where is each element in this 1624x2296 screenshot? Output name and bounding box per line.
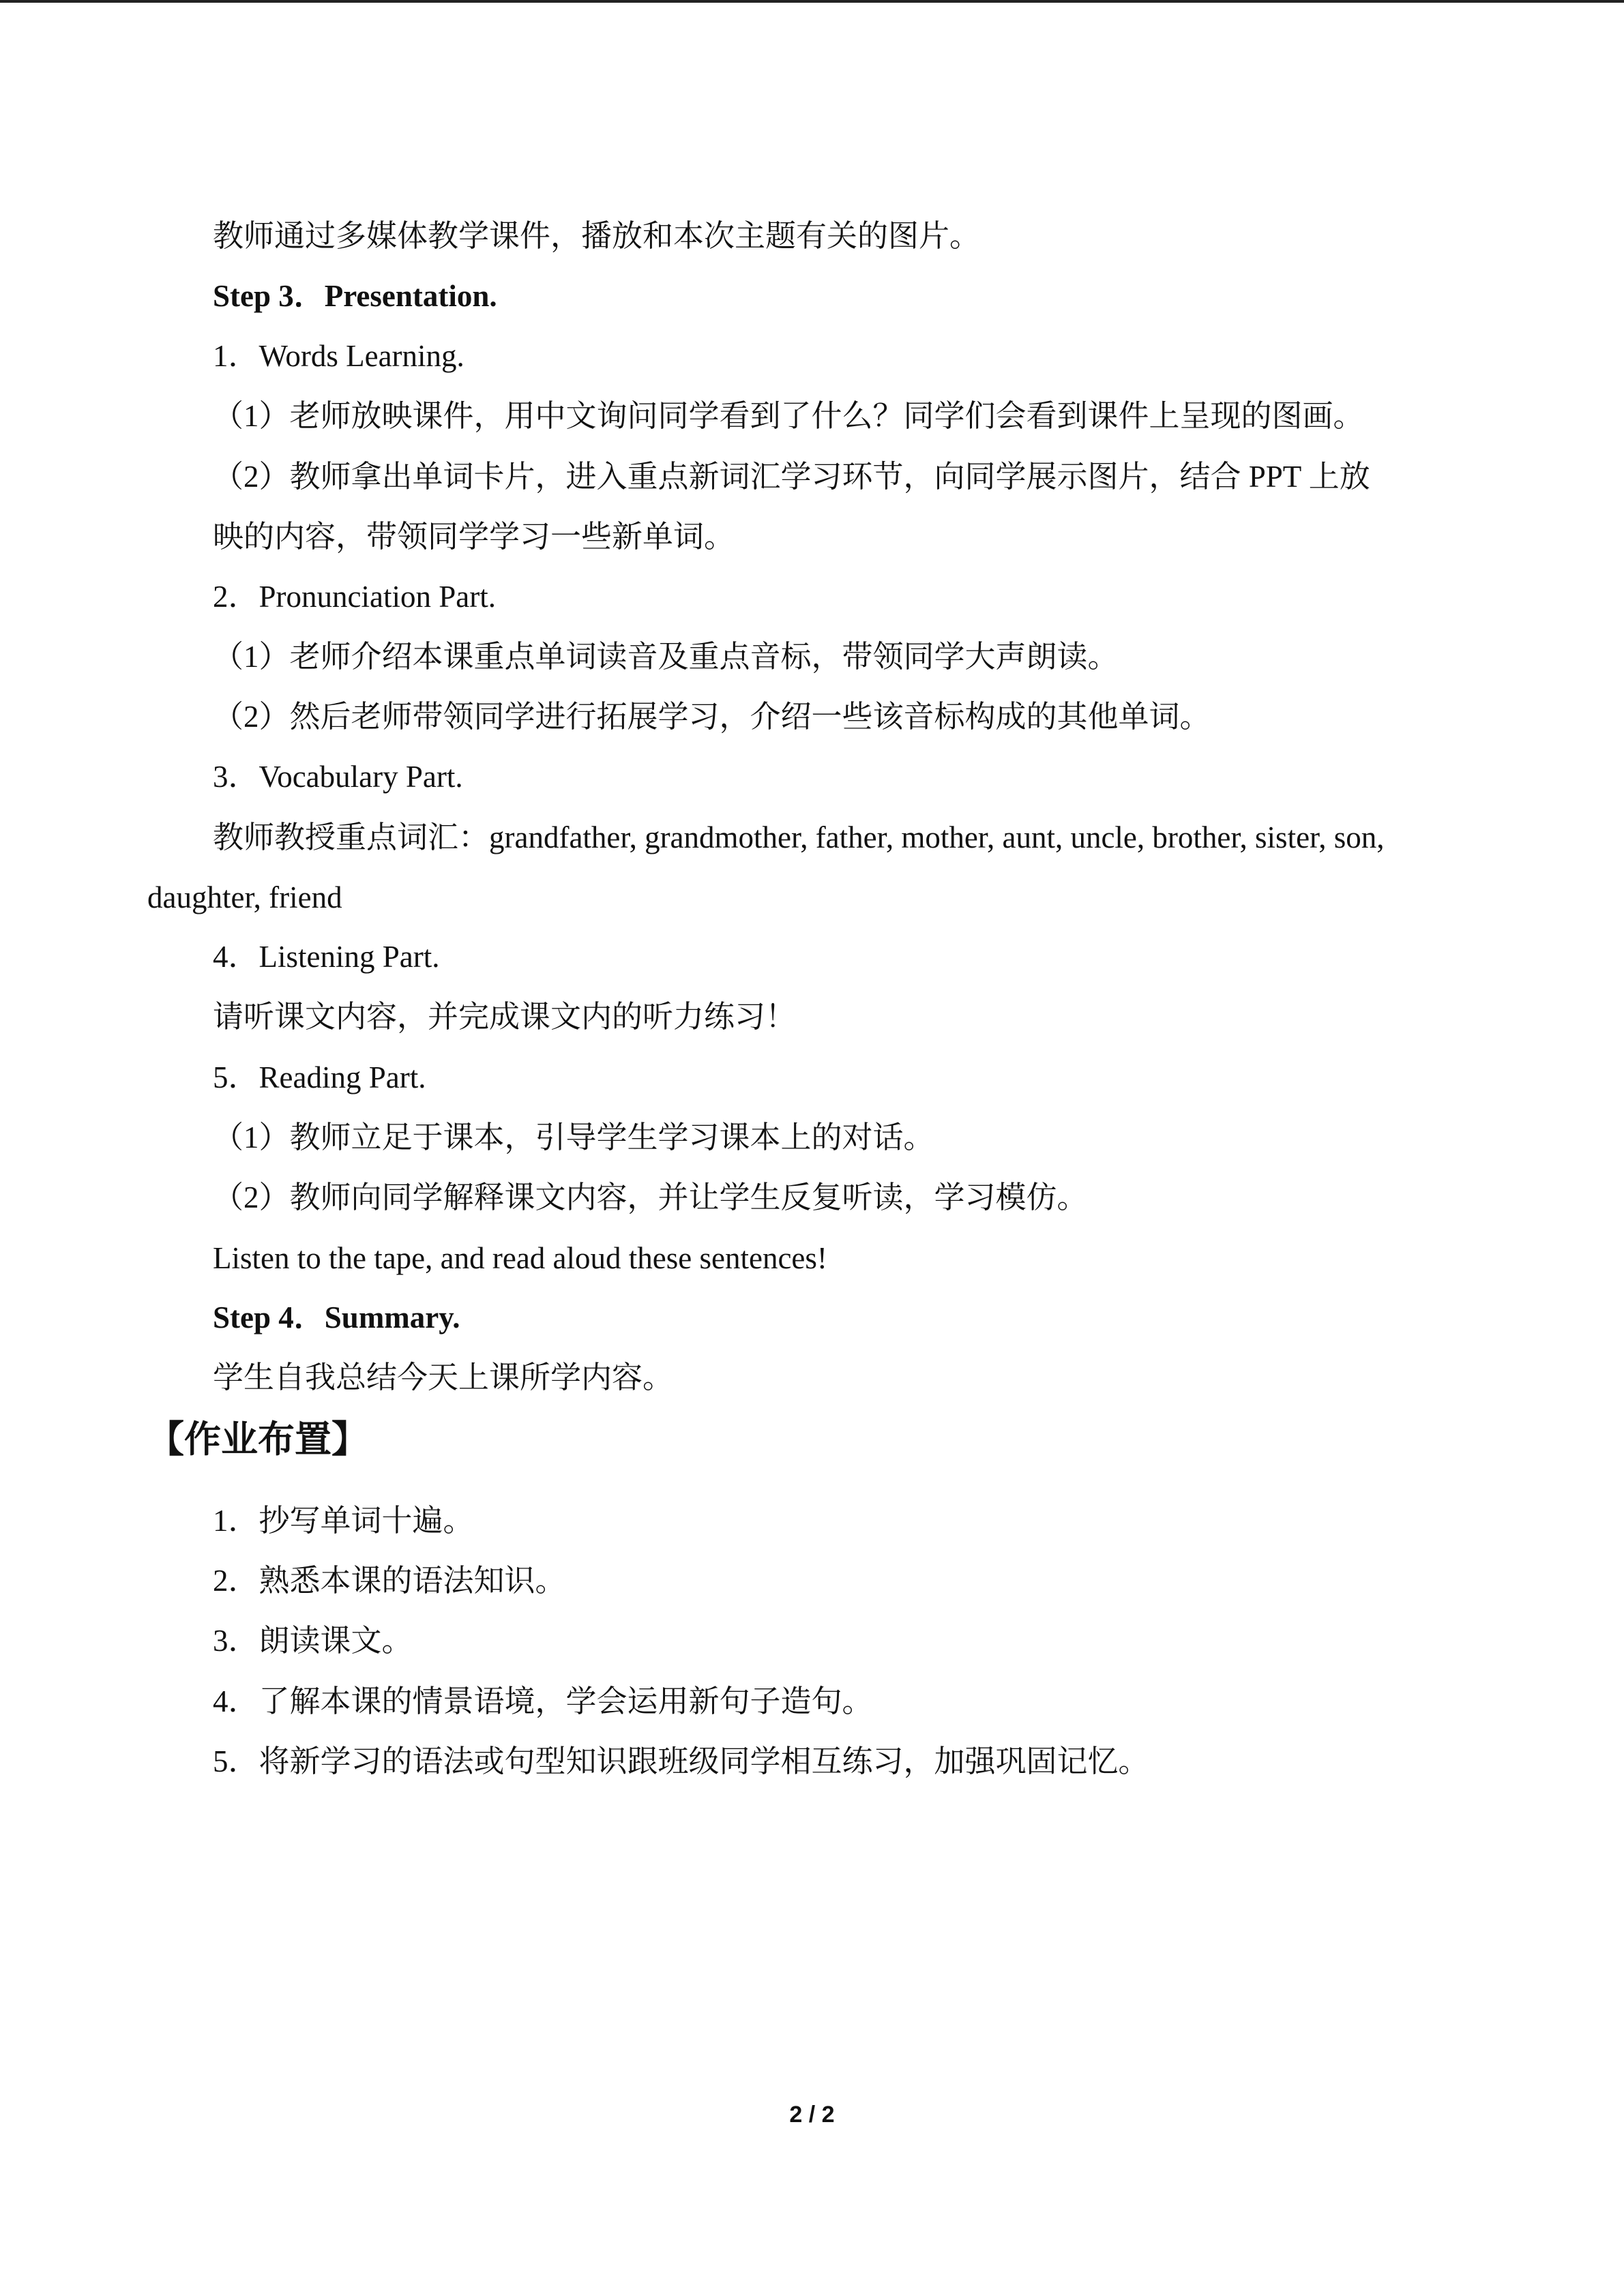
pronunciation-item-2: （2）然后老师带领同学进行拓展学习，介绍一些该音标构成的其他单词。: [213, 700, 1211, 734]
vocabulary-title: 3．Vocabulary Part.: [213, 760, 463, 794]
words-learning-item-2b: 映的内容，带领同学学习一些新单词。: [213, 520, 735, 554]
reading-title: 5．Reading Part.: [213, 1060, 426, 1094]
page-number: 2 / 2: [789, 2102, 835, 2128]
words-learning-title: 1．Words Learning.: [213, 339, 464, 373]
words-learning-item-1: （1）老师放映课件，用中文询问同学看到了什么？同学们会看到课件上呈现的图画。: [213, 399, 1364, 433]
homework-heading: 【作业布置】: [147, 1418, 368, 1461]
homework-item-2: 2．熟悉本课的语法知识。: [213, 1564, 566, 1598]
listening-item-1: 请听课文内容，并完成课文内的听力练习！: [213, 1000, 797, 1034]
homework-item-5: 5．将新学习的语法或句型知识跟班级同学相互练习，加强巩固记忆。: [213, 1744, 1149, 1778]
homework-item-3: 3．朗读课文。: [213, 1624, 413, 1658]
reading-item-2: （2）教师向同学解释课文内容，并让学生反复听读，学习模仿。: [213, 1180, 1088, 1214]
homework-item-1: 1．抄写单词十遍。: [213, 1504, 474, 1538]
vocabulary-line-b: daughter, friend: [147, 880, 342, 914]
intro-paragraph: 教师通过多媒体教学课件，播放和本次主题有关的图片。: [213, 219, 981, 253]
reading-item-1: （1）教师立足于课本，引导学生学习课本上的对话。: [213, 1120, 934, 1154]
words-learning-item-2a: （2）教师拿出单词卡片，进入重点新词汇学习环节，向同学展示图片，结合 PPT 上放: [213, 460, 1370, 494]
step3-heading: Step 3．Presentation.: [213, 279, 497, 313]
listening-title: 4．Listening Part.: [213, 940, 440, 974]
step4-heading: Step 4．Summary.: [213, 1300, 460, 1335]
pronunciation-item-1: （1）老师介绍本课重点单词读音及重点音标，带领同学大声朗读。: [213, 640, 1119, 674]
vocabulary-line-a: 教师教授重点词汇：grandfather, grandmother, father, mother, aunt, uncle, brother, sister, son,: [213, 820, 1385, 854]
reading-item-3: Listen to the tape, and read aloud these sentences!: [213, 1241, 827, 1275]
pronunciation-title: 2．Pronunciation Part.: [213, 580, 496, 614]
summary-paragraph: 学生自我总结今天上课所学内容。: [213, 1360, 674, 1395]
homework-item-4: 4．了解本课的情景语境，学会运用新句子造句。: [213, 1684, 873, 1718]
